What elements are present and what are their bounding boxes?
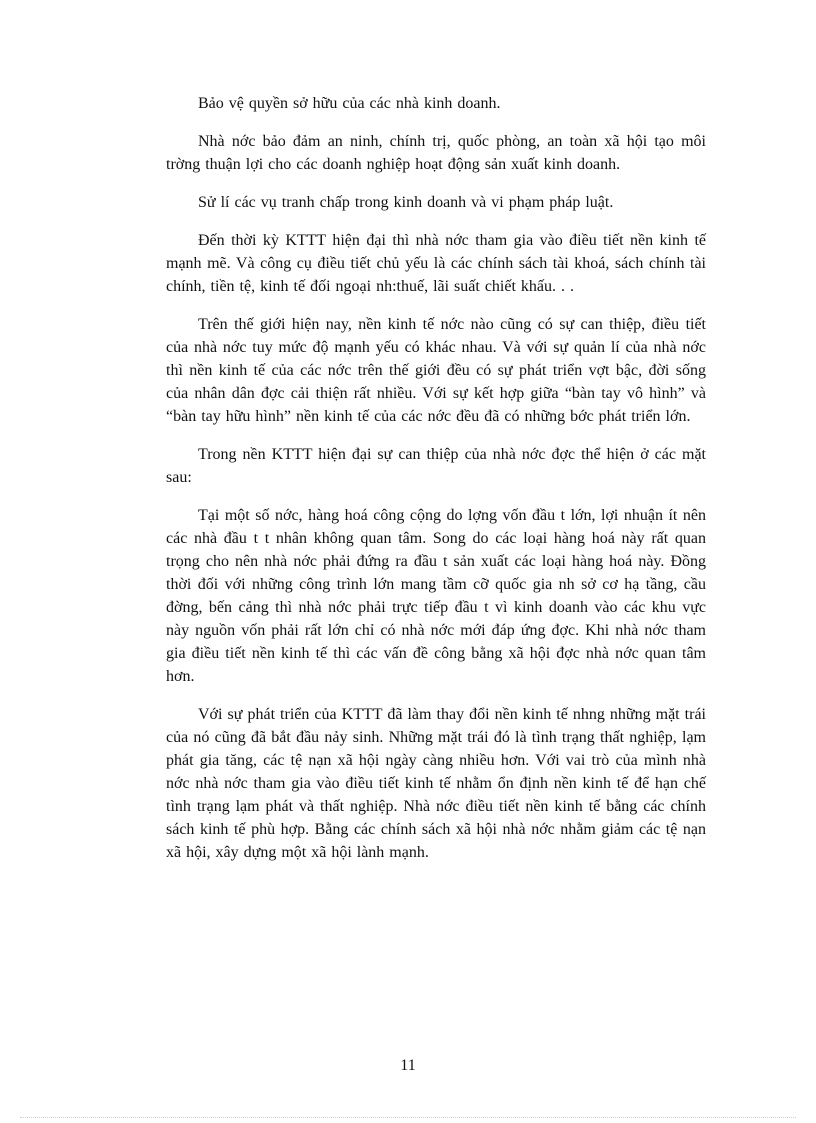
paragraph-dispute-resolution: Sử lí các vụ tranh chấp trong kinh doanh và vi phạm pháp luật. [198,194,614,211]
paragraph-negative-aspects: Với sự phát triển của KTTT đã làm thay đổi nền kinh tế nhng những mặt trái của nó cũng đã bắt đầu nảy sinh. Những mặt trái đó là tình trạng thất nghiệp, lạm phát gia tăng, các tệ nạn xã hội ngày càng nhiều hơn. Với vai trò của mình nhà nớc nhà nớc tham gia vào điều tiết kinh tế nhằm ổn định nền kinh tế để hạn chế tình trạng lạm phát và thất nghiệp. Nhà nớc điều tiết nền kinh tế bằng các chính sách kinh tế phù hợp. Bằng các chính sách xã hội nhà nớc nhằm giảm các tệ nạn xã hội, xây dựng một xã hội lành mạnh. [166,706,706,861]
paragraph-security-environment: Nhà nớc bảo đảm an ninh, chính trị, quốc phòng, an toàn xã hội tạo môi trờng thuận lợi cho các doanh nghiệp hoạt động sản xuất kinh doanh. [166,133,706,173]
page-number: 11 [400,1057,416,1074]
paragraph-intervention-aspects: Trong nền KTTT hiện đại sự can thiệp của nhà nớc đợc thể hiện ở các mặt sau: [166,446,706,486]
paragraph-public-goods: Tại một số nớc, hàng hoá công cộng do lợng vốn đầu t lớn, lợi nhuận ít nên các nhà đầu t t nhân không quan tâm. Song do các loại hàng hoá này rất quan trọng cho nên nhà nớc phải đứng ra đầu t sản xuất các loại hàng hoá này. Đồng thời đối với những công trình lớn mang tầm cỡ quốc gia nh sở cơ hạ tầng, cầu đờng, bến cảng thì nhà nớc phải trực tiếp đầu t vì kinh doanh vào các khu vực này nguồn vốn phải rất lớn chỉ có nhà nớc mới đáp ứng đợc. Khi nhà nớc tham gia điều tiết nền kinh tế thì các vấn đề công bằng xã hội đợc nhà nớc quan tâm hơn. [166,507,706,685]
body-text [166,92,706,879]
paragraph-ownership-rights: Bảo vệ quyền sở hữu của các nhà kinh doanh. [198,95,501,112]
paragraph-world-intervention: Trên thế giới hiện nay, nền kinh tế nớc nào cũng có sự can thiệp, điều tiết của nhà nớc tuy mức độ mạnh yếu có khác nhau. Và với sự quản lí của nhà nớc thì nền kinh tế của các nớc trên thế giới đều có sự phát triển vợt bậc, đời sống của nhân dân đợc cải thiện rất nhiều. Với sự kết hợp giữa “bàn tay vô hình” và “bàn tay hữu hình” nền kinh tế của các nớc đều đã có những bớc phát triển lớn. [166,316,706,425]
bottom-divider [20,1117,796,1118]
paragraph-modern-market-regulation: Đến thời kỳ KTTT hiện đại thì nhà nớc tham gia vào điều tiết nền kinh tế mạnh mẽ. Và công cụ điều tiết chủ yếu là các chính sách tài khoá, sách chính tài chính, tiền tệ, kinh tế đối ngoại nh:thuế, lãi suất chiết khấu. . . [166,232,706,295]
